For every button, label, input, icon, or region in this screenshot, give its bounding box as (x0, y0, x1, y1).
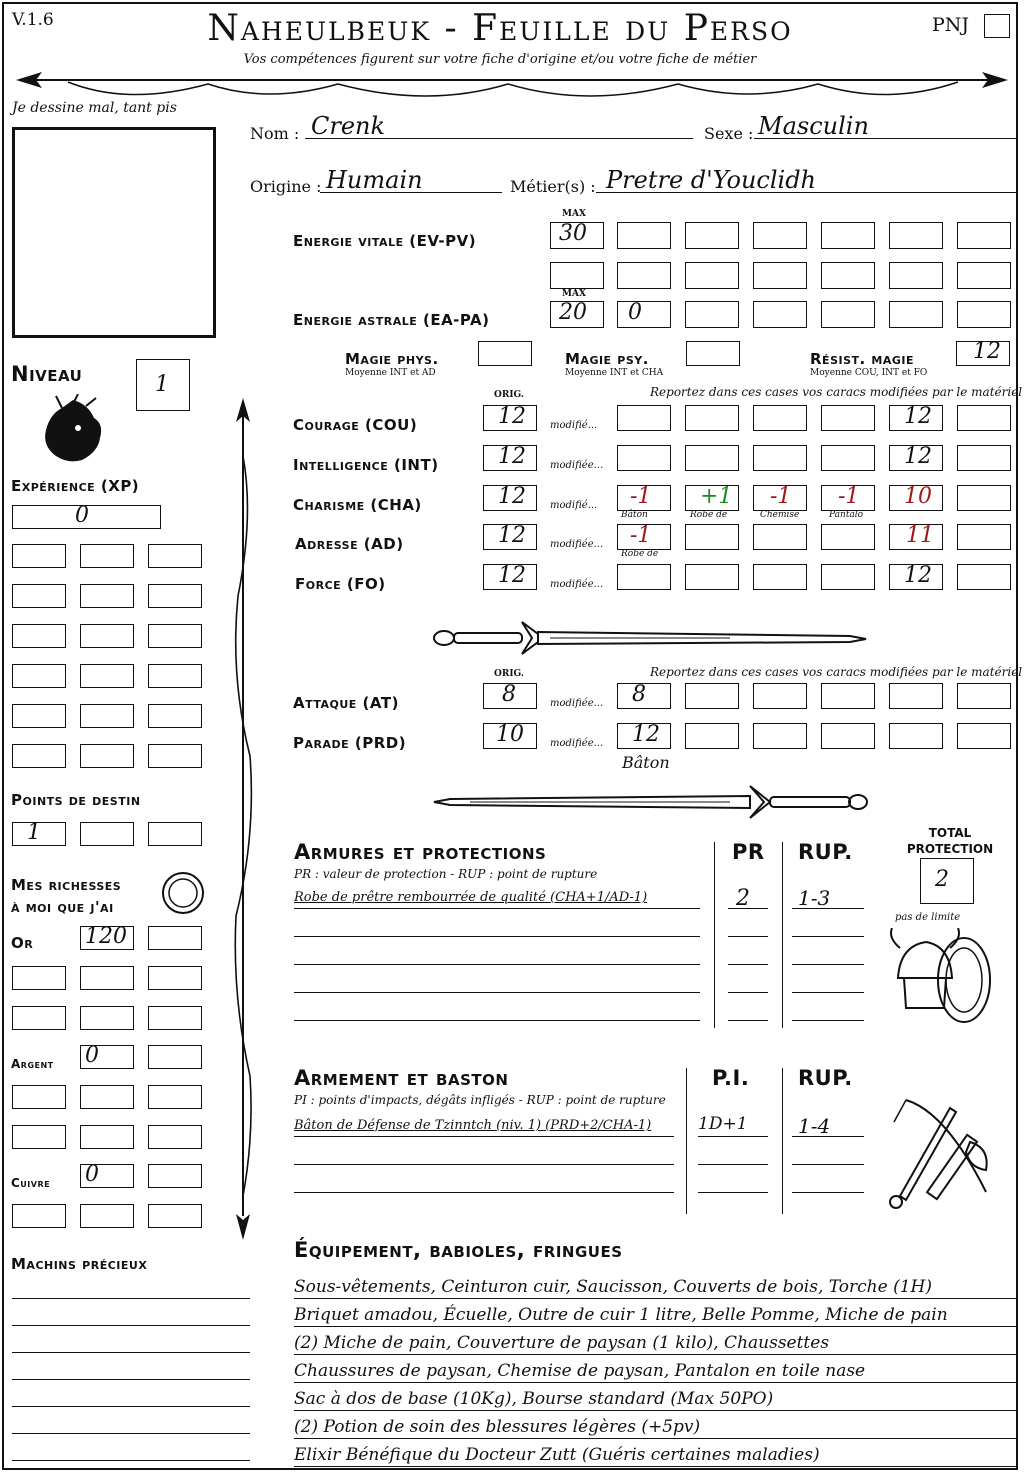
nom-label: Nom : (250, 124, 300, 143)
charisme-mod-2-value: +1 (700, 484, 733, 509)
machins-label: Machins précieux (11, 1255, 148, 1273)
attaque-mod-6[interactable] (957, 683, 1011, 709)
equipement-line-4[interactable] (294, 1360, 1016, 1383)
force-mod-6[interactable] (957, 564, 1011, 590)
magie-phys-note: Moyenne INT et AD (345, 368, 436, 378)
charisme-mod-2-source: Robe de (690, 510, 728, 520)
intelligence-mod-4[interactable] (821, 445, 875, 471)
sword-icon-2 (430, 778, 870, 826)
armure-row-4-name[interactable] (294, 970, 700, 993)
attaque-mod-3[interactable] (753, 683, 807, 709)
charisme-modifie: modifié... (550, 500, 598, 511)
parade-mod-1[interactable] (617, 723, 671, 749)
equipement-title: Équipement, babioles, fringues (294, 1238, 623, 1262)
cuivre-value: 0 (85, 1162, 99, 1187)
courage-mod-1[interactable] (617, 405, 671, 431)
origine-label: Origine : (250, 177, 322, 196)
parade-mod-2[interactable] (685, 723, 739, 749)
origine-value: Humain (326, 166, 423, 194)
xp-grid-7[interactable] (12, 624, 66, 648)
machins-line-6[interactable] (12, 1411, 250, 1434)
equipement-line-4-text: Chaussures de paysan, Chemise de paysan, Pantalon en toile nase (294, 1361, 866, 1381)
magie-phys-box[interactable] (478, 341, 532, 366)
equipement-line-7[interactable] (294, 1444, 1016, 1467)
sexe-field[interactable] (754, 112, 1016, 139)
xp-grid-1[interactable] (12, 544, 66, 568)
ea-label: Energie astrale (EA-PA) (293, 311, 490, 329)
force-modifie: modifiée... (550, 579, 604, 590)
money-grid-6[interactable] (148, 1006, 202, 1030)
ea-max-box[interactable] (550, 301, 604, 328)
niveau-box[interactable] (136, 359, 190, 411)
intelligence-modifie: modifiée... (550, 460, 604, 471)
or-value: 120 (85, 924, 127, 949)
ea-max-value: 20 (559, 300, 587, 325)
arme-row-1-pi: 1D+1 (698, 1114, 748, 1134)
charisme-mod-4-source: Pantalo (829, 510, 864, 520)
ea-max-label: MAX (562, 289, 586, 299)
charisme-mod-2[interactable] (685, 485, 739, 511)
parade-mod-value: 12 (632, 722, 660, 747)
ev-max-label: MAX (562, 209, 586, 219)
adresse-orig: 12 (498, 523, 526, 548)
xp-grid-4[interactable] (12, 584, 66, 608)
vertical-spear-icon (226, 396, 260, 1242)
sword-icon (430, 612, 870, 658)
armure-row-4-pr[interactable] (728, 970, 768, 993)
adresse-mod-4[interactable] (821, 524, 875, 550)
xp-grid-15[interactable] (148, 704, 202, 728)
destin-label: Points de destin (11, 791, 141, 809)
ea-box-3[interactable] (685, 301, 739, 328)
charisme-orig-box[interactable] (483, 485, 537, 511)
charisme-mod-4-value: -1 (838, 484, 860, 509)
parade-mod-source: Bâton (622, 753, 670, 772)
machins-line-4[interactable] (12, 1357, 250, 1380)
parade-mod-6[interactable] (957, 723, 1011, 749)
arme-row-1-name-field[interactable] (294, 1114, 674, 1137)
cuivre-label: Cuivre (11, 1176, 51, 1190)
xp-grid-13[interactable] (12, 704, 66, 728)
intelligence-mod-3[interactable] (753, 445, 807, 471)
charisme-mod-4[interactable] (821, 485, 875, 511)
page-title: Naheulbeuk - Feuille du Perso (207, 8, 793, 49)
destin-value: 1 (27, 820, 41, 845)
arme-row-1-rup-field[interactable] (792, 1114, 864, 1137)
armures-divider-1 (714, 842, 715, 1028)
adresse-modifie: modifiée... (550, 539, 604, 550)
attaque-label: Attaque (AT) (293, 694, 399, 712)
argent-value: 0 (85, 1043, 99, 1068)
ev-box-14[interactable] (957, 262, 1011, 289)
force-label: Force (FO) (295, 575, 386, 593)
or-box[interactable] (80, 926, 134, 950)
equipement-line-6-text: (2) Potion de soin des blessures légères (+5pv) (294, 1417, 701, 1437)
money-grid-3[interactable] (148, 966, 202, 990)
money-grid-13[interactable] (12, 1204, 66, 1228)
courage-mod-6[interactable] (957, 405, 1011, 431)
combat-orig-label: ORIG. (494, 669, 525, 679)
equipement-line-7-text: Elixir Bénéfique du Docteur Zutt (Guéris certaines maladies) (294, 1445, 820, 1465)
courage-final-box[interactable] (889, 405, 943, 431)
metier-value: Pretre d'Youclidh (606, 166, 817, 194)
argent-box[interactable] (80, 1045, 134, 1069)
armure-row-1-rup: 1-3 (798, 886, 831, 910)
xp-grid-17[interactable] (80, 744, 134, 768)
armure-row-5-rup[interactable] (792, 998, 864, 1021)
attaque-orig: 8 (502, 682, 516, 707)
magie-phys-label: Magie phys. (345, 350, 439, 368)
ev-box-13[interactable] (889, 262, 943, 289)
adresse-final-box[interactable] (889, 524, 943, 550)
total-protection-value: 2 (935, 867, 949, 892)
courage-label: Courage (COU) (293, 416, 418, 434)
ev-box-4[interactable] (753, 222, 807, 249)
xp-grid-6[interactable] (148, 584, 202, 608)
xp-grid-18[interactable] (148, 744, 202, 768)
equipement-line-3-text: (2) Miche de pain, Couverture de paysan (1 kilo), Chaussettes (294, 1333, 830, 1353)
arme-row-3-rup[interactable] (792, 1170, 864, 1193)
total-protection-box[interactable] (920, 858, 974, 904)
equipement-line-1[interactable] (294, 1276, 1016, 1299)
intelligence-mod-6[interactable] (957, 445, 1011, 471)
armement-title: Armement et baston (294, 1066, 509, 1090)
total-protection-label-1: TOTAL (928, 826, 972, 840)
ev-box-5[interactable] (821, 222, 875, 249)
magie-psy-note: Moyenne INT et CHA (565, 368, 664, 378)
armure-row-1-name: Robe de prêtre rembourrée de qualité (CHA+1/AD-1) (294, 890, 648, 905)
force-mod-3[interactable] (753, 564, 807, 590)
money-grid-12[interactable] (148, 1125, 202, 1149)
armure-row-5-name[interactable] (294, 998, 700, 1021)
ev-box-7[interactable] (957, 222, 1011, 249)
charisme-label: Charisme (CHA) (293, 496, 422, 514)
charisme-orig: 12 (498, 484, 526, 509)
courage-mod-2[interactable] (685, 405, 739, 431)
arme-row-2-rup[interactable] (792, 1142, 864, 1165)
armure-row-1-pr-field[interactable] (728, 886, 768, 909)
resist-value: 12 (973, 339, 1001, 364)
or-label: Or (11, 934, 34, 952)
argent-label: Argent (11, 1057, 54, 1071)
ev-box-11[interactable] (753, 262, 807, 289)
attaque-mod-1[interactable] (617, 683, 671, 709)
armures-divider-2 (782, 842, 783, 1028)
arme-row-3-pi[interactable] (698, 1170, 768, 1193)
ev-box-12[interactable] (821, 262, 875, 289)
money-grid-10[interactable] (12, 1125, 66, 1149)
courage-mod-4[interactable] (821, 405, 875, 431)
force-final-box[interactable] (889, 564, 943, 590)
armure-row-3-pr[interactable] (728, 942, 768, 965)
origine-field[interactable] (320, 166, 502, 193)
richesses-label-2: à moi que j'ai (11, 898, 114, 916)
courage-orig-box[interactable] (483, 405, 537, 431)
armure-row-3-name[interactable] (294, 942, 700, 965)
charisme-mod-1-value: -1 (630, 484, 652, 509)
magie-psy-label: Magie psy. (565, 350, 649, 368)
ea-box-4[interactable] (753, 301, 807, 328)
courage-mod-3[interactable] (753, 405, 807, 431)
charisme-final-box[interactable] (889, 485, 943, 511)
sexe-value: Masculin (758, 112, 869, 140)
force-mod-1[interactable] (617, 564, 671, 590)
attaque-mod-value: 8 (632, 682, 646, 707)
ea-box-5[interactable] (821, 301, 875, 328)
parade-modifie: modifiée... (550, 738, 604, 749)
charisme-mod-1-source: Bâton (621, 510, 648, 520)
cuivre-box[interactable] (80, 1164, 134, 1188)
destin-box-3[interactable] (148, 822, 202, 846)
charisme-mod-1[interactable] (617, 485, 671, 511)
caracs-orig-label: ORIG. (494, 390, 525, 400)
equipement-line-1-text: Sous-vêtements, Ceinturon cuir, Saucisson, Couverts de bois, Torche (1H) (294, 1277, 932, 1297)
force-mod-2[interactable] (685, 564, 739, 590)
armure-row-2-rup[interactable] (792, 914, 864, 937)
arme-row-2-name[interactable] (294, 1142, 674, 1165)
intelligence-mod-2[interactable] (685, 445, 739, 471)
charisme-final: 10 (904, 484, 932, 509)
attaque-mod-2[interactable] (685, 683, 739, 709)
ev-box-9[interactable] (617, 262, 671, 289)
ev-box-3[interactable] (685, 222, 739, 249)
metier-field[interactable] (596, 166, 1016, 193)
machins-line-3[interactable] (12, 1330, 250, 1353)
charisme-mod-3-value: -1 (770, 484, 792, 509)
money-grid-1[interactable] (12, 966, 66, 990)
xp-grid-5[interactable] (80, 584, 134, 608)
equipement-line-5[interactable] (294, 1388, 1016, 1411)
armure-row-1-name-field[interactable] (294, 886, 700, 909)
armure-row-1-pr: 2 (736, 886, 750, 911)
armure-row-4-rup[interactable] (792, 970, 864, 993)
intelligence-label: Intelligence (INT) (293, 456, 439, 474)
arme-row-1-pi-field[interactable] (698, 1114, 768, 1137)
pas-de-limite: pas de limite (895, 912, 961, 923)
force-final: 12 (904, 563, 932, 588)
weapons-icon (886, 1092, 1000, 1216)
ev-box-10[interactable] (685, 262, 739, 289)
machins-line-1[interactable] (12, 1276, 250, 1299)
attaque-orig-box[interactable] (483, 683, 537, 709)
adresse-final: 11 (906, 523, 934, 548)
xp-grid-14[interactable] (80, 704, 134, 728)
metier-label: Métier(s) : (510, 177, 596, 196)
pnj-label: PNJ (932, 14, 970, 36)
helmet-shield-icon (886, 928, 998, 1028)
armures-pr-label: PR (732, 840, 765, 864)
pnj-checkbox[interactable] (984, 14, 1010, 38)
charisme-mod-6[interactable] (957, 485, 1011, 511)
argent-box-2[interactable] (148, 1045, 202, 1069)
xp-grid-9[interactable] (148, 624, 202, 648)
courage-modifie: modifié... (550, 420, 598, 431)
resist-label: Résist. magie (810, 350, 915, 368)
money-grid-5[interactable] (80, 1006, 134, 1030)
intelligence-orig-box[interactable] (483, 445, 537, 471)
destin-box-1[interactable] (12, 822, 66, 846)
xp-grid-10[interactable] (12, 664, 66, 688)
equipement-line-6[interactable] (294, 1416, 1016, 1439)
intelligence-final: 12 (904, 444, 932, 469)
page-subtitle: Vos compétences figurent sur votre fiche d'origine et/ou votre fiche de métier (243, 52, 757, 67)
machins-line-7[interactable] (12, 1438, 250, 1461)
ev-max-box[interactable] (550, 222, 604, 249)
armement-pi-label: P.I. (712, 1066, 750, 1090)
richesses-label-1: Mes richesses (11, 876, 122, 894)
resist-note: Moyenne COU, INT et FO (810, 368, 928, 378)
attaque-modifie: modifiée... (550, 698, 604, 709)
or-box-2[interactable] (148, 926, 202, 950)
cuivre-box-2[interactable] (148, 1164, 202, 1188)
nom-field[interactable] (305, 112, 693, 139)
adresse-mod-1[interactable] (617, 524, 671, 550)
armures-rup-label: RUP. (798, 840, 853, 864)
armement-divider-1 (686, 1068, 687, 1214)
ev-box-2[interactable] (617, 222, 671, 249)
money-grid-4[interactable] (12, 1006, 66, 1030)
parade-mod-5[interactable] (889, 723, 943, 749)
armures-title: Armures et protections (294, 840, 547, 864)
armure-row-5-pr[interactable] (728, 998, 768, 1021)
money-grid-14[interactable] (80, 1204, 134, 1228)
nom-value: Crenk (311, 112, 386, 140)
niveau-label: Niveau (11, 362, 83, 386)
xp-grid-11[interactable] (80, 664, 134, 688)
armement-rup-label: RUP. (798, 1066, 853, 1090)
sexe-label: Sexe : (704, 124, 754, 143)
resist-box[interactable] (956, 341, 1010, 366)
money-grid-2[interactable] (80, 966, 134, 990)
destin-box-2[interactable] (80, 822, 134, 846)
ev-box-6[interactable] (889, 222, 943, 249)
charisme-mod-3-source: Chemise (760, 510, 800, 520)
intelligence-final-box[interactable] (889, 445, 943, 471)
equipement-line-2-text: Briquet amadou, Écuelle, Outre de cuir 1 litre, Belle Pomme, Miche de pain (294, 1305, 948, 1325)
niveau-value: 1 (155, 372, 169, 397)
charisme-mod-3[interactable] (753, 485, 807, 511)
xp-grid-16[interactable] (12, 744, 66, 768)
armement-note: PI : points d'impacts, dégâts infligés - RUP : point de rupture (294, 1093, 666, 1107)
force-orig-box[interactable] (483, 564, 537, 590)
money-grid-11[interactable] (80, 1125, 134, 1149)
xp-box[interactable] (12, 505, 161, 529)
adresse-mod-1-value: -1 (630, 523, 652, 548)
ev-max-value: 30 (559, 221, 587, 246)
equipement-line-2[interactable] (294, 1304, 1016, 1327)
adresse-label: Adresse (AD) (295, 535, 404, 553)
adresse-mod-6[interactable] (957, 524, 1011, 550)
money-grid-15[interactable] (148, 1204, 202, 1228)
parade-mod-4[interactable] (821, 723, 875, 749)
xp-grid-8[interactable] (80, 624, 134, 648)
adresse-mod-2[interactable] (685, 524, 739, 550)
arme-row-1-name: Bâton de Défense de Tzinntch (niv. 1) (PRD+2/CHA-1) (294, 1118, 652, 1133)
ev-label: Energie vitale (EV-PV) (293, 232, 477, 250)
version-label: V.1.6 (12, 10, 54, 30)
magie-psy-box[interactable] (686, 341, 740, 366)
arme-row-3-name[interactable] (294, 1170, 674, 1193)
armure-row-1-rup-field[interactable] (792, 886, 864, 909)
armement-divider-2 (782, 1068, 783, 1214)
arme-row-2-pi[interactable] (698, 1142, 768, 1165)
parade-label: Parade (PRD) (293, 734, 407, 752)
adresse-orig-box[interactable] (483, 524, 537, 550)
xp-value: 0 (75, 503, 89, 528)
parade-orig: 10 (496, 722, 524, 747)
equipement-line-3[interactable] (294, 1332, 1016, 1355)
attaque-mod-5[interactable] (889, 683, 943, 709)
ev-box-8[interactable] (550, 262, 604, 289)
armure-row-3-rup[interactable] (792, 942, 864, 965)
parade-mod-3[interactable] (753, 723, 807, 749)
coin-icon (160, 870, 206, 916)
courage-orig: 12 (498, 404, 526, 429)
money-grid-9[interactable] (148, 1085, 202, 1109)
ea-current-box[interactable] (617, 301, 671, 328)
ea-current-value: 0 (628, 300, 642, 325)
ea-box-6[interactable] (889, 301, 943, 328)
armure-row-2-name[interactable] (294, 914, 700, 937)
equipement-line-5-text: Sac à dos de base (10Kg), Bourse standard (Max 50PO) (294, 1389, 774, 1409)
courage-final: 12 (904, 404, 932, 429)
portrait-box[interactable] (12, 127, 216, 338)
xp-grid-12[interactable] (148, 664, 202, 688)
xp-grid-2[interactable] (80, 544, 134, 568)
adresse-mod-1-source: Robe de (621, 549, 659, 559)
xp-label: Expérience (XP) (11, 477, 140, 495)
armures-note: PR : valeur de protection - RUP : point de rupture (294, 867, 598, 881)
force-mod-4[interactable] (821, 564, 875, 590)
caracs-report-note: Reportez dans ces cases vos caracs modifiées par le matériel (650, 385, 1023, 399)
total-protection-label-2: PROTECTION (906, 842, 994, 856)
xp-grid-3[interactable] (148, 544, 202, 568)
combat-report-note: Reportez dans ces cases vos caracs modifiées par le matériel (650, 665, 1023, 679)
attaque-mod-4[interactable] (821, 683, 875, 709)
arme-row-1-rup: 1-4 (798, 1114, 831, 1138)
machins-line-5[interactable] (12, 1384, 250, 1407)
parade-orig-box[interactable] (483, 723, 537, 749)
intelligence-mod-1[interactable] (617, 445, 671, 471)
money-grid-7[interactable] (12, 1085, 66, 1109)
machins-line-2[interactable] (12, 1303, 250, 1326)
force-orig: 12 (498, 563, 526, 588)
adresse-mod-3[interactable] (753, 524, 807, 550)
intelligence-orig: 12 (498, 444, 526, 469)
portrait-caption: Je dessine mal, tant pis (12, 100, 177, 116)
armure-row-2-pr[interactable] (728, 914, 768, 937)
ea-box-7[interactable] (957, 301, 1011, 328)
dragon-icon (38, 394, 108, 466)
money-grid-8[interactable] (80, 1085, 134, 1109)
